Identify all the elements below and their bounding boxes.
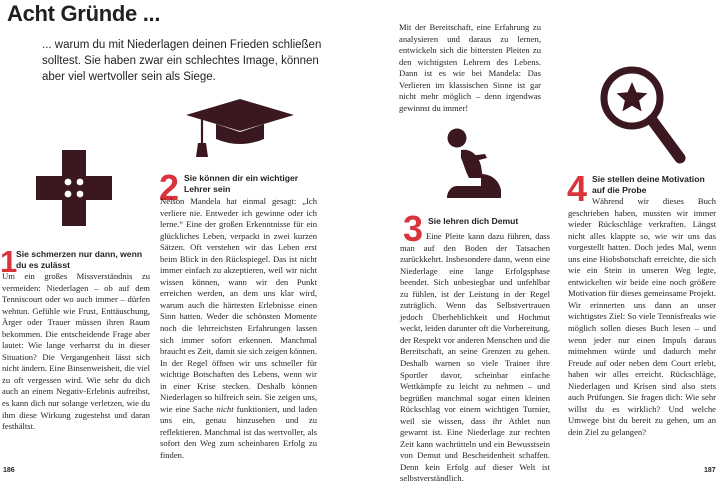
section-2-number: 2 [159,167,180,208]
page-number-left: 186 [3,467,15,474]
graduation-cap-icon [186,99,294,159]
section-4-number: 4 [567,168,588,209]
page-title: Acht Gründe ... [7,1,161,26]
section-3-number: 3 [403,208,424,249]
section-1 [16,249,152,271]
section-3-heading: Sie lehren dich Demut [428,216,519,226]
section-3-body: Eine Pleite kann dazu führen, dass man auf den Boden der Tatsachen zurückkehrt. Insbesondere dann, wenn eine Niederlage eine lange Erfolgsphase beendet. Sich unbesiegbar und unfehlbar zu fühlen, ist der Leistung in der Regel zuträglich. Wenn das Selbstvertrauen jedoch Überheblichkeit und Hochmut weckt, leiden darunter oft die Vorbereitung, der Respekt vor anderen Menschen und die Bereitschaft, an seine Grenzen zu gehen. Deshalb warnen so viele Trainer ihre Sportler davor, scheinbar einfache Wettkämpfe zu leicht zu nehmen – und begrüßen manchmal sogar einen kleinen Rückschlag vor einem wichtigen Turnier, weil sie wissen, dass ihr Athlet nun gewarnt ist. Eine Niederlage zur rechten Zeit kann wachrütteln und ein Bewusstsein von Demut und Bescheidenheit schaffen. Denn kein Erfolg auf dieser Welt ist selbstverständlich. [400,231,550,484]
bandage-cross-icon [36,150,112,226]
section-1-number: 1 [0,244,18,279]
top-right-paragraph: Mit der Bereitschaft, eine Erfahrung zu analysieren und daraus zu lernen, entwickeln sich die bittersten Pleiten zu den wichtigsten Lehrern des Lebens. Dann ist es wie bei Mandela: Das Verlieren im klassischen Sinne ist gar nicht mehr möglich – denn irgendwas gewinnst du immer! [399,22,541,113]
section-4-body: Während wir dieses Buch geschrieben haben, mussten wir immer wieder Rückschläge verkraften. Längst nicht alles klappte so, wie wir uns das vorgestellt hatten. Doch jedes Mal, wenn uns eine Hiobsbotschaft erreichte, die sich wie ein Stein in unseren Weg legte, entwickelten wir beide eine noch größere Motivation für dieses gemeinsame Projekt. Wir erinnerten uns dann an unser wichtigstes Ziel: So viele Tennisfreaks wie möglich sollen dieses Buch lesen – und wenn jeder nur einen Impuls daraus mitnehmen würde und dadurch mehr Freude auf oder neben dem Court erlebt, haben wir alles erreicht. Rückschläge, Niederlagen und Krisen sind also stets auch Prüfungen. Sie fragen dich: Wie sehr willst du es wirklich? Und welche Umwege bist du bereit zu gehen, um an dein Ziel zu gelangen? [568,196,716,437]
section-2-body-part2: funktioniert, und laden uns ein, genau hinzusehen und zu reflektieren. Manchmal ist das wertvoller, als sofort den Weg zum scheinbaren Erfolg zu finden. [160,403,318,461]
magnifier-star-icon [598,66,686,166]
section-2-body [160,196,317,462]
section-1-body: Um ein großes Missverständnis zu vermeiden: Niederlagen – ob auf dem Tenniscourt oder wo auch immer – dürfen wehtun. Gefühle wie Frust, Enttäuschung, Ärger oder Trauer müssen ihren Raum bekommen. Die entscheidende Frage aber lautet: Wie lange verharrst du in dieser Situation? Die Vergangenheit lässt sich nicht ändern. Eine Binsenweisheit, die viel zu oft vergessen wird. Wie sehr du dich auch an einem Negativ-Erlebnis aufreibst, es kann dich nur solange verletzen, wie du ihm diese Wirkung zugestehst und daran festhältst. [2,271,150,432]
kneeling-person-icon [441,128,505,200]
section-4 [592,174,714,196]
section-2-heading: Sie können dir ein wichtiger Lehrer sein [184,173,299,194]
section-3 [428,216,548,227]
section-1-heading: Sie schmerzen nur dann, wenn du es zulässt [16,249,143,270]
section-2 [184,173,324,195]
section-2-body-part1: Nelson Mandela hat einmal gesagt: „Ich verliere nie. Entweder ich gewinne oder ich lerne.“ Eine der großen Erkenntnisse für ein glückliches Leben, verpackt in zwei kurzen Sätzen. Oft verstehen wir das Leben erst beim Blick in den Rückspiegel. Das ist nicht immer einfach zu akzeptieren, weil wir nicht wissen können, wann wir den Punkt erreichen werden, an dem uns klar wird, warum auch die härtesten Erlebnisse einen Sinn hatten. Weder die schönsten Momente noch die lehrreichsten Erfahrungen lassen sich immer sofort erkennen. Manchmal braucht es Zeit, damit sie sich zeigen können. In der Regel öffnen wir uns schneller für wichtige Botschaften des Lebens, wenn wir in einer Krise stecken. Deshalb können Niederlagen so hilfreich sein. Sie zeigen uns, wie eine Sache [160,196,317,414]
intro-text: ... warum du mit Niederlagen deinen Frieden schließen solltest. Sie haben zwar ein schlechtes Image, können aber viel wertvoller sein als Siege. [42,39,322,83]
section-2-emphasis: nicht [216,403,234,414]
page-number-right: 187 [704,467,716,474]
section-4-heading: Sie stellen deine Motivation auf die Probe [592,174,705,195]
